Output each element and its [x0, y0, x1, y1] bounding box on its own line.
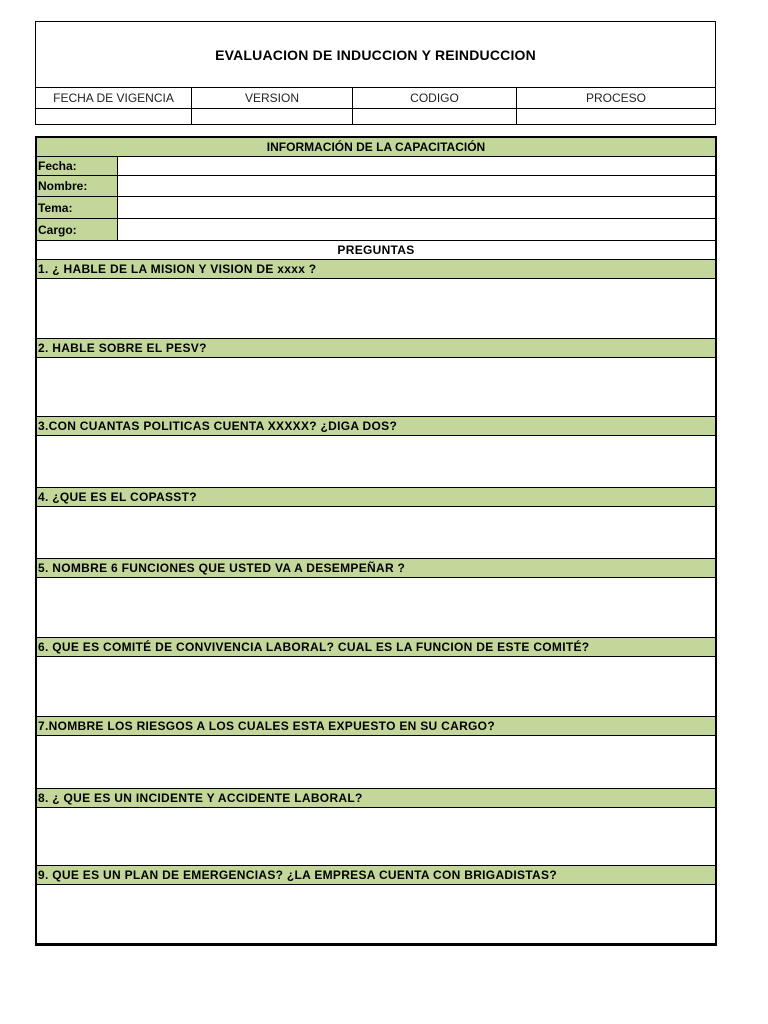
question-2-label: 2. HABLE SOBRE EL PESV? — [37, 339, 715, 358]
answer-3-field[interactable] — [37, 436, 715, 488]
meta-values-row — [36, 109, 715, 125]
answer-1-field[interactable] — [37, 279, 715, 339]
questions-section-title: PREGUNTAS — [37, 241, 715, 260]
meta-labels-row — [36, 88, 715, 109]
meta-value-proceso[interactable] — [517, 109, 715, 125]
answer-9-field[interactable] — [37, 885, 715, 943]
question-6-label: 6. QUE ES COMITÉ DE CONVIVENCIA LABORAL? CUAL ES LA FUNCION DE ESTE COMITÉ? — [37, 638, 715, 657]
answer-6-field[interactable] — [37, 657, 715, 717]
document-title: EVALUACION DE INDUCCION Y REINDUCCION — [36, 22, 715, 88]
meta-value-codigo[interactable] — [353, 109, 517, 125]
info-label-tema: Tema: — [37, 197, 118, 218]
info-row-fecha — [37, 157, 715, 176]
answer-4-field[interactable] — [37, 507, 715, 559]
info-row-nombre — [37, 176, 715, 197]
question-5-label: 5. NOMBRE 6 FUNCIONES QUE USTED VA A DESEMPEÑAR ? — [37, 559, 715, 578]
question-4-label: 4. ¿QUE ES EL COPASST? — [37, 488, 715, 507]
info-row-tema — [37, 197, 715, 219]
question-7-label: 7.NOMBRE LOS RIESGOS A LOS CUALES ESTA EXPUESTO EN SU CARGO? — [37, 717, 715, 736]
fecha-field[interactable] — [118, 157, 715, 175]
info-section-title: INFORMACIÓN DE LA CAPACITACIÓN — [37, 138, 715, 157]
info-row-cargo — [37, 219, 715, 241]
meta-label-proceso: PROCESO — [585, 91, 646, 105]
meta-label-fecha-vigencia: FECHA DE VIGENCIA — [36, 88, 192, 108]
meta-label-version: VERSION — [192, 88, 353, 108]
meta-value-fecha-vigencia[interactable] — [36, 109, 192, 125]
meta-label-codigo: CODIGO — [353, 88, 517, 108]
question-3-label: 3.CON CUANTAS POLITICAS CUENTA XXXXX? ¿DIGA DOS? — [37, 417, 715, 436]
answer-7-field[interactable] — [37, 736, 715, 789]
info-label-cargo: Cargo: — [37, 219, 118, 240]
question-1-label: 1. ¿ HABLE DE LA MISION Y VISION DE xxxx ? — [37, 260, 715, 279]
nombre-field[interactable] — [118, 176, 715, 196]
evaluation-form — [35, 136, 717, 946]
info-label-fecha: Fecha: — [37, 157, 118, 175]
tema-field[interactable] — [118, 197, 715, 218]
question-8-label: 8. ¿ QUE ES UN INCIDENTE Y ACCIDENTE LABORAL? — [37, 789, 715, 808]
answer-8-field[interactable] — [37, 808, 715, 866]
meta-value-version[interactable] — [192, 109, 353, 125]
document-header — [35, 21, 716, 125]
answer-2-field[interactable] — [37, 358, 715, 417]
question-9-label: 9. QUE ES UN PLAN DE EMERGENCIAS? ¿LA EMPRESA CUENTA CON BRIGADISTAS? — [37, 866, 715, 885]
answer-5-field[interactable] — [37, 578, 715, 638]
cargo-field[interactable] — [118, 219, 715, 240]
info-label-nombre: Nombre: — [37, 176, 118, 196]
